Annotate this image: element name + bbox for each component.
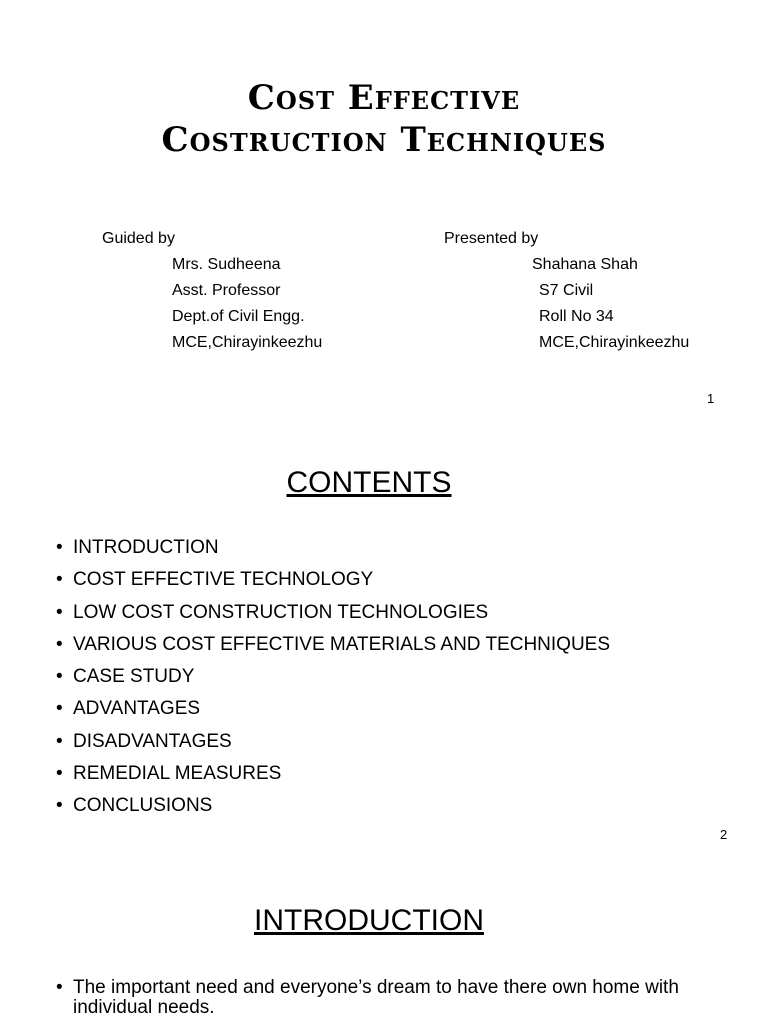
introduction-heading: INTRODUCTION	[254, 904, 484, 937]
list-item	[56, 693, 610, 725]
list-item	[56, 758, 610, 790]
bullet-icon: •	[56, 537, 63, 558]
presenter-college: MCE,Chirayinkeezhu	[539, 334, 690, 351]
bullet-icon: •	[56, 633, 63, 655]
slide-introduction	[0, 850, 768, 1024]
bullet-icon: •	[56, 666, 63, 688]
list-item-text: INTRODUCTION	[73, 537, 219, 558]
guide-designation: Asst. Professor	[172, 282, 281, 299]
list-item-text: LOW COST CONSTRUCTION TECHNOLOGIES	[73, 601, 489, 623]
list-item-text: REMEDIAL MEASURES	[73, 763, 282, 785]
title-line-1: Cost Effective	[247, 78, 521, 118]
bullet-icon: •	[56, 601, 63, 623]
slide-title	[0, 0, 768, 420]
list-item-text: ADVANTAGES	[73, 698, 201, 720]
page-number: 1	[707, 391, 715, 406]
presenter-name: Shahana Shah	[532, 256, 638, 273]
bullet-icon: •	[56, 763, 63, 785]
presenter-roll: Roll No 34	[539, 308, 614, 325]
bullet-icon: •	[56, 569, 63, 591]
list-item	[56, 564, 610, 596]
list-item	[56, 726, 610, 758]
guide-college: MCE,Chirayinkeezhu	[172, 334, 323, 351]
presented-by-label: Presented by	[444, 230, 539, 247]
guided-by-block	[102, 226, 322, 356]
presented-by-block	[444, 226, 689, 356]
list-item	[56, 978, 756, 1018]
list-item-text: The important need and everyone’s dream to have there own home with individual needs.	[73, 977, 679, 1018]
list-item	[56, 629, 610, 661]
contents-heading: CONTENTS	[286, 466, 452, 499]
presenter-class: S7 Civil	[539, 282, 594, 299]
introduction-list	[56, 978, 756, 1018]
list-item-text: COST EFFECTIVE TECHNOLOGY	[73, 569, 374, 591]
list-item-text: CASE STUDY	[73, 666, 195, 688]
list-item	[56, 790, 610, 822]
bullet-icon: •	[56, 977, 63, 998]
page-number: 2	[720, 827, 728, 842]
bullet-icon: •	[56, 795, 63, 817]
guide-name: Mrs. Sudheena	[172, 256, 281, 273]
guide-department: Dept.of Civil Engg.	[172, 308, 305, 325]
list-item	[56, 597, 610, 629]
bullet-icon: •	[56, 698, 63, 720]
list-item	[56, 532, 610, 564]
slide-contents	[0, 420, 768, 850]
contents-list	[56, 532, 610, 823]
bullet-icon: •	[56, 730, 63, 752]
list-item-text: CONCLUSIONS	[73, 795, 213, 817]
guided-by-label: Guided by	[102, 230, 175, 247]
title-line-2: Costruction Techniques	[161, 120, 607, 160]
list-item-text: VARIOUS COST EFFECTIVE MATERIALS AND TECHNIQUES	[73, 633, 611, 655]
list-item	[56, 661, 610, 693]
list-item-text: DISADVANTAGES	[73, 730, 232, 752]
